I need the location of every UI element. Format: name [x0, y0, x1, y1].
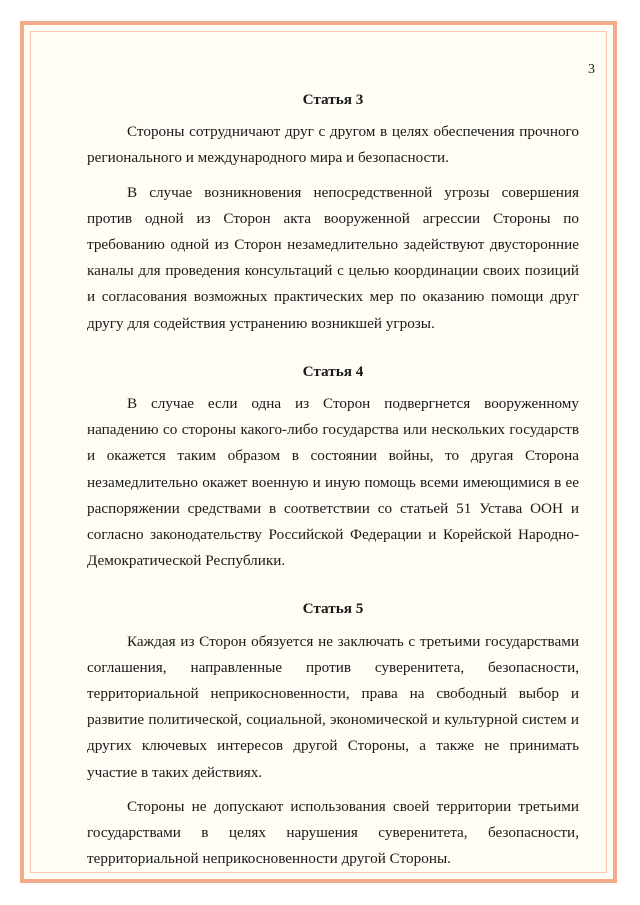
article-3 [87, 87, 579, 337]
article-5-title: Статья 5 [302, 600, 364, 618]
article-5 [87, 596, 579, 872]
article-3-paragraph-2: В случае возникновения непосредственной угрозы совершения против одной из Сторон акта вооруженной агрессии Стороны по требованию одной из Сторон незамедлительно задействуют двусторонние каналы для проведения консультаций с целью координации своих позиций и согласования возможных практических мер по оказанию помощи друг другу для содействия устранению возникшей угрозы. [87, 183, 579, 332]
article-4-paragraph-1: В случае если одна из Сторон подвергнется вооруженному нападению со стороны какого-либо государства или нескольких государств и окажется таким образом в состоянии войны, то другая Сторона незамедлительно окажет военную и иную помощь всеми имеющимися в ее распоряжении средствами в соответствии со статьей 51 Устава ООН и согласно законодательству Российской Федерации и Корейской Народно-Демократической Республики. [87, 395, 579, 570]
article-4 [87, 359, 579, 575]
document-body [87, 87, 579, 872]
article-3-paragraph-1: Стороны сотрудничают друг с другом в целях обеспечения прочного регионального и международного мира и безопасности. [87, 123, 579, 167]
article-4-title: Статья 4 [302, 362, 364, 380]
article-5-paragraph-1: Каждая из Сторон обязуется не заключать с третьими государствами соглашения, направленные против суверенитета, безопасности, территориальной неприкосновенности, права на свободный выбор и развитие политической, социальной, экономической и культурной систем и других ключевых интересов другой Стороны, а также не принимать участие в таких действиях. [87, 632, 579, 781]
page-number: 3 [588, 62, 595, 77]
article-5-paragraph-2: Стороны не допускают использования своей территории третьими государствами в целях нарушения суверенитета, безопасности, территориальной неприкосновенности другой Стороны. [87, 797, 579, 868]
article-3-title: Статья 3 [302, 91, 364, 108]
